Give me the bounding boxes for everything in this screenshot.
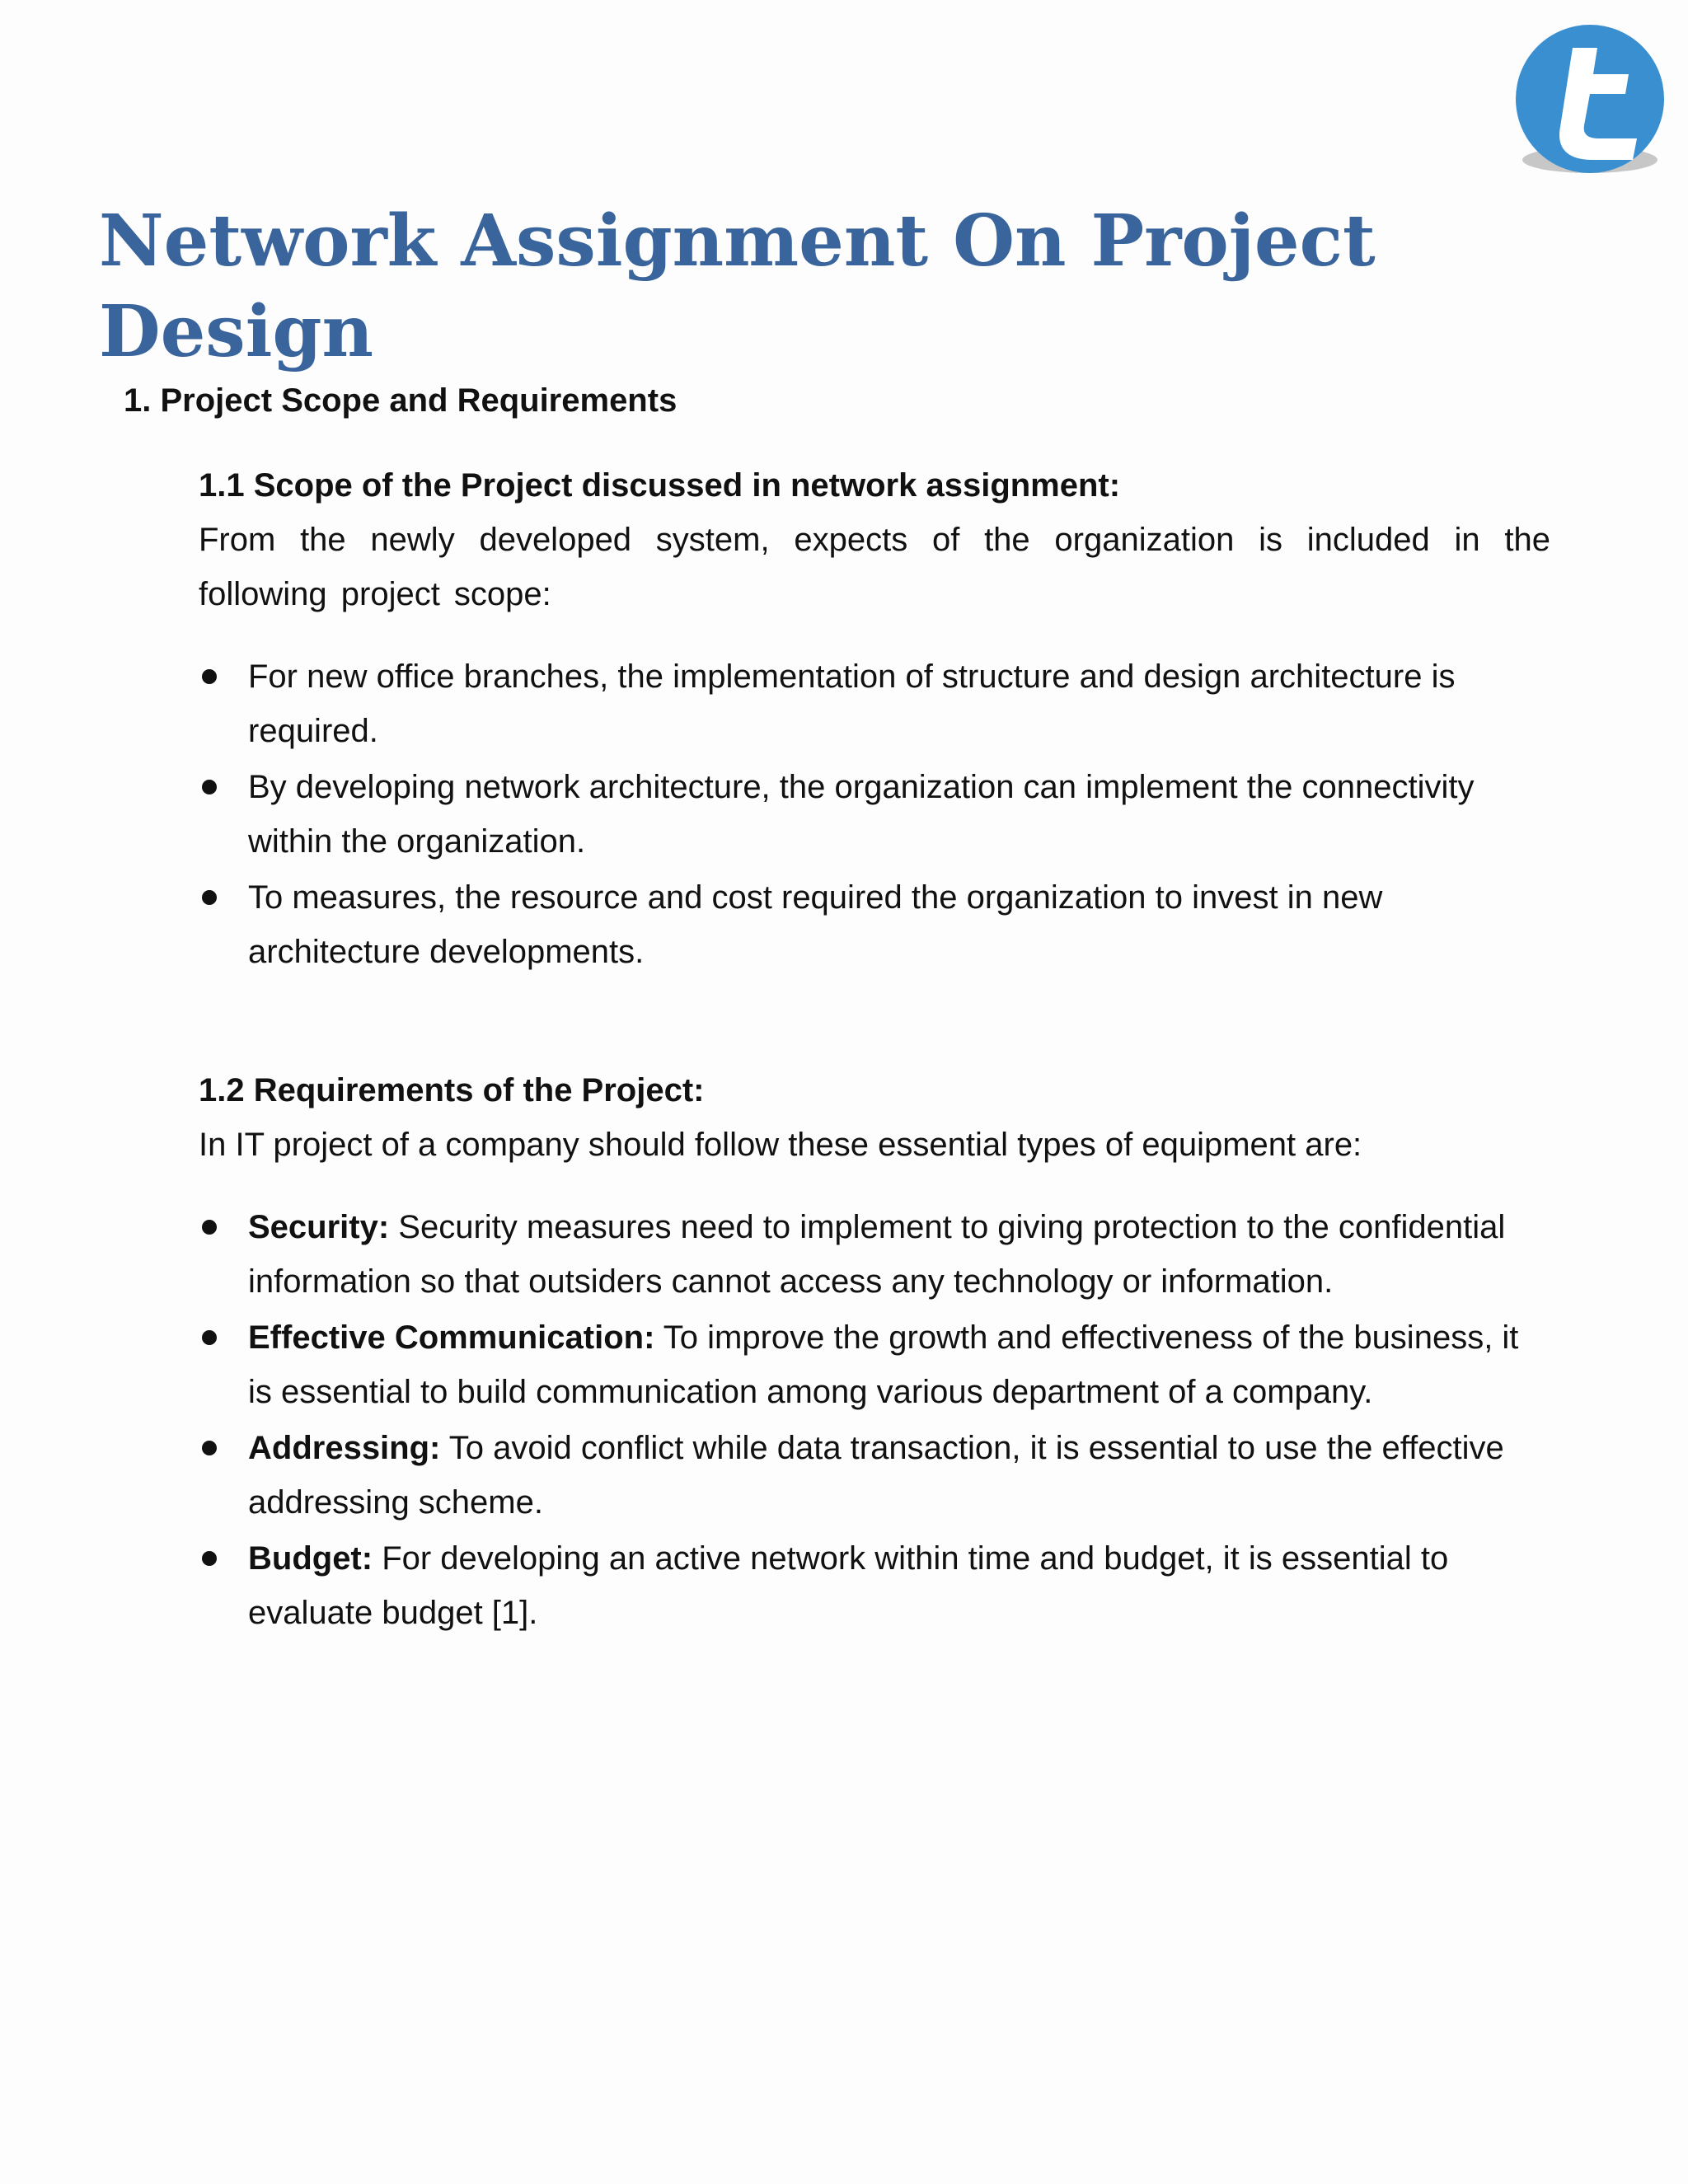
list-item-text: To avoid conflict while data transaction, it is essential to use the effective addressing scheme. (248, 1430, 1504, 1521)
requirements-intro: In IT project of a company should follow these essential types of equipment are: (199, 1127, 1362, 1163)
bullet-icon (202, 1441, 217, 1455)
list-item-text: For new office branches, the implementation of structure and design architecture is required. (248, 658, 1456, 749)
list-item-text: To measures, the resource and cost required the organization to invest in new architecture developments. (248, 879, 1383, 970)
scope-heading: 1.1 Scope of the Project discussed in network assignment: (199, 467, 1121, 504)
bullet-icon (202, 669, 217, 684)
document-title: Network Assignment On Project Design (99, 199, 1376, 373)
requirements-list (199, 1200, 1550, 1640)
list-item-text: To improve the growth and effectiveness of the business, it is essential to build communication among various department of a company. (248, 1319, 1519, 1410)
list-item (199, 1421, 1550, 1530)
list-item-text: Security measures need to implement to giving protection to the confidential information so that outsiders cannot access any technology or information. (248, 1209, 1506, 1300)
t-logo-icon (1513, 23, 1667, 180)
list-item-term: Budget: (248, 1540, 373, 1577)
requirements-heading: 1.2 Requirements of the Project: (199, 1072, 705, 1108)
scope-intro: From the newly developed system, expects of the organization is included in the following project scope: (199, 522, 1550, 612)
bullet-icon (202, 780, 217, 794)
list-item (199, 1310, 1550, 1419)
scope-section (199, 458, 1550, 981)
list-item-term: Security: (248, 1209, 390, 1245)
list-item (199, 649, 1550, 758)
list-item (199, 870, 1550, 979)
requirements-section (199, 1063, 1550, 1642)
list-item-text: By developing network architecture, the organization can implement the connectivity within the organization. (248, 769, 1475, 860)
section-heading: 1. Project Scope and Requirements (124, 382, 678, 419)
list-item (199, 1200, 1550, 1309)
bullet-icon (202, 1330, 217, 1345)
list-item-term: Effective Communication: (248, 1319, 655, 1356)
list-item (199, 760, 1550, 869)
bullet-icon (202, 1220, 217, 1235)
bullet-icon (202, 890, 217, 905)
list-item (199, 1531, 1550, 1640)
bullet-icon (202, 1551, 217, 1566)
scope-list (199, 649, 1550, 979)
list-item-term: Addressing: (248, 1430, 441, 1466)
list-item-text: For developing an active network within time and budget, it is essential to evaluate budget [1]. (248, 1540, 1449, 1631)
